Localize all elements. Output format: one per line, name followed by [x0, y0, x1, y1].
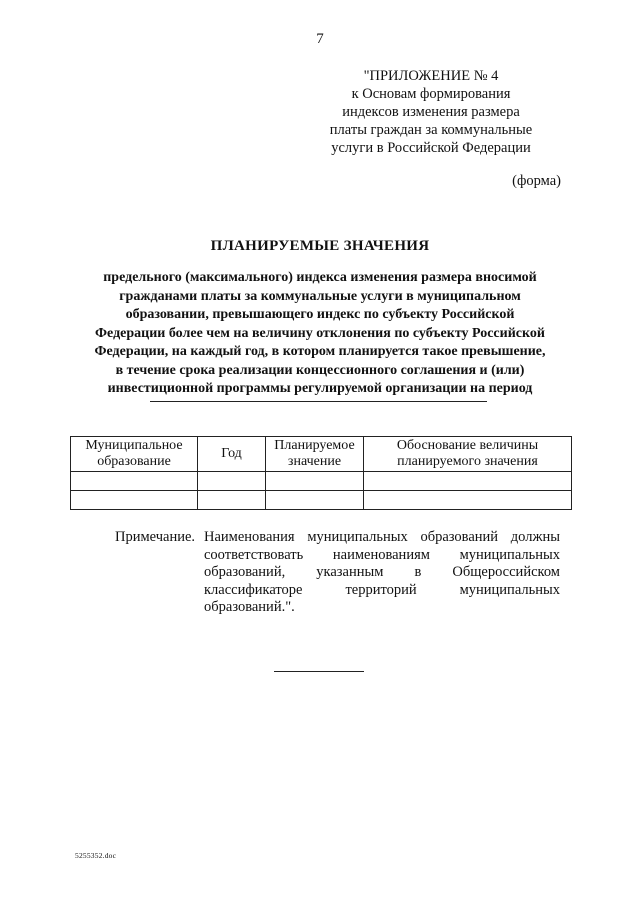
appendix-line: услуги в Российской Федерации: [331, 140, 531, 156]
subtitle-line: инвестиционной программы регулируемой организации на период: [107, 381, 533, 396]
subtitle-line: предельного (максимального) индекса изменения размера вносимой: [103, 270, 537, 285]
note-body: [204, 529, 560, 617]
document-title: ПЛАНИРУЕМЫЕ ЗНАЧЕНИЯ: [210, 238, 430, 254]
note-line: классификаторе территорий муниципальных: [204, 581, 560, 598]
table-cell: [198, 491, 266, 510]
appendix-line: платы граждан за коммунальные: [329, 122, 533, 138]
page-number: 7: [316, 31, 324, 47]
document-subtitle: [60, 269, 580, 399]
subtitle-line: в течение срока реализации концессионного соглашения и (или): [115, 362, 525, 378]
subtitle-line: образовании, превышающего индекс по субъекту Российской: [125, 307, 515, 322]
appendix-line: "ПРИЛОЖЕНИЕ № 4: [363, 68, 499, 84]
form-label: (форма): [512, 173, 561, 189]
table-cell: [364, 472, 572, 491]
table-cell: [198, 472, 266, 491]
table-cell: [71, 472, 198, 491]
closing-divider: [274, 671, 364, 672]
note-line: образований, указанным в Общероссийском: [204, 564, 560, 580]
table-cell: [266, 491, 364, 510]
appendix-line: к Основам формирования: [351, 86, 511, 102]
table-header-row: [71, 437, 572, 472]
footer-filename: 5255352.doc: [75, 851, 117, 860]
subtitle-line: гражданами платы за коммунальные услуги в муниципальном: [119, 288, 521, 304]
table-cell: [266, 472, 364, 491]
appendix-line: индексов изменения размера: [342, 104, 520, 120]
column-header-planned-value: Планируемое значение: [266, 437, 364, 472]
note-line: образований.".: [204, 599, 295, 615]
column-header-municipality: Муниципальное образование: [71, 437, 198, 472]
table-row: [71, 472, 572, 491]
subtitle-line: Федерации, на каждый год, в котором планируется такое превышение,: [94, 344, 546, 359]
period-blank-line: [150, 401, 487, 402]
column-header-year: Год: [198, 437, 266, 472]
planned-values-table: [70, 436, 572, 510]
appendix-header: [301, 67, 561, 157]
note-label: Примечание.: [115, 529, 196, 545]
note-line: Наименования муниципальных образований должны: [204, 529, 560, 545]
table-cell: [71, 491, 198, 510]
column-header-justification: Обоснование величины планируемого значения: [364, 437, 572, 472]
note-line: соответствовать наименованиям муниципальных: [204, 546, 560, 563]
table-row: [71, 491, 572, 510]
table-cell: [364, 491, 572, 510]
subtitle-line: Федерации более чем на величину отклонения по субъекту Российской: [95, 325, 545, 341]
